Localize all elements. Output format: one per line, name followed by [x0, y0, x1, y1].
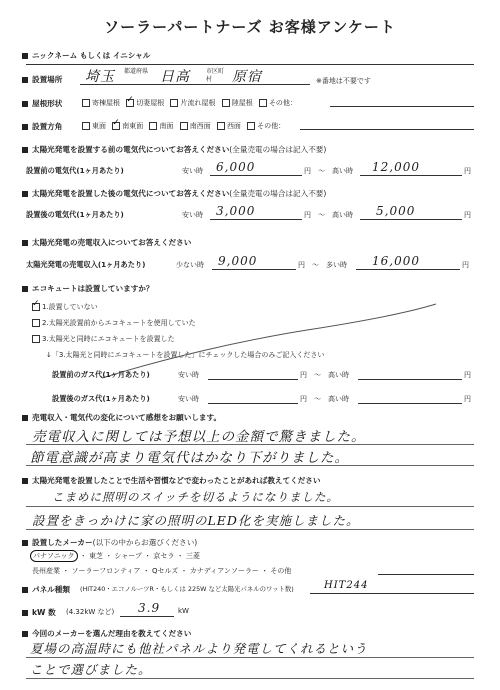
- after-row-label: 設置後の電気代(1ヶ月あたり): [26, 210, 124, 219]
- maker-option[interactable]: カナディアンソーラー: [189, 567, 259, 575]
- maker-option[interactable]: シャープ: [114, 552, 142, 560]
- bullet-icon: [22, 631, 28, 637]
- roof-checkbox[interactable]: [82, 99, 90, 107]
- panel-hint: (HIT240・エコノルーツR・もしくは 225W など太陽光パネルのワット数): [80, 585, 294, 593]
- survey-title: ソーラーパートナーズ お客様アンケート: [104, 18, 396, 36]
- direction-option-label: 東面: [92, 122, 106, 130]
- roof-checkbox-checked[interactable]: [126, 99, 134, 107]
- bullet-icon: [22, 587, 28, 593]
- roof-options: [78, 98, 297, 108]
- kw-hint: (4.32kW など): [66, 608, 115, 616]
- impression-question-text: 売電収入・電気代の変化について感想をお願いします。: [32, 413, 222, 422]
- maker-option-selected[interactable]: パナソニック: [30, 550, 78, 562]
- maker-option[interactable]: ソーラーフロンティア: [71, 567, 141, 575]
- ecocute-option-label: 3.太陽光と同時にエコキュートを設置した: [42, 335, 175, 343]
- income-low-field: [212, 269, 296, 270]
- after-tilde: 〜: [318, 211, 325, 219]
- nickname-label-text: ニックネーム もしくは イニシャル: [32, 51, 151, 60]
- gas-after-low-field[interactable]: [208, 403, 298, 404]
- after-question-text: 太陽光発電を設置した後の電気代についてお答えください: [32, 189, 230, 198]
- ecocute-checkbox[interactable]: [32, 335, 40, 343]
- impression-line-1[interactable]: 売電収入に関しては予想以上の金額で驚きました。: [32, 429, 366, 445]
- maker-option[interactable]: 東芝: [88, 552, 103, 560]
- bullet-icon: [22, 101, 28, 107]
- after-note: (全量売電の場合は記入不要): [229, 189, 327, 198]
- bullet-icon: [22, 286, 28, 292]
- location-underline: [80, 84, 310, 85]
- roof-option-label: 寄棟屋根: [92, 99, 120, 107]
- bullet-icon: [22, 540, 28, 546]
- ecocute-followup: ↓「3.太陽光と同時にエコキュートを設置した」にチェックした場合のみご記入ください: [46, 351, 325, 359]
- prefecture-value[interactable]: 埼玉: [85, 69, 115, 85]
- bullet-icon: [22, 147, 28, 153]
- gas-before-low-label: 安い時: [178, 371, 199, 379]
- roof-option-label: 陸屋根: [231, 99, 253, 107]
- gas-after-low-unit: 円: [300, 395, 307, 403]
- before-note: (全量売電の場合は記入不要): [229, 145, 327, 154]
- reason-question-text: 今回のメーカーを選んだ理由を教えてください: [32, 629, 192, 638]
- kw-field: [120, 616, 174, 617]
- city-value[interactable]: 日高: [160, 69, 190, 85]
- maker-option[interactable]: 三菱: [185, 552, 200, 560]
- gas-before-tilde: 〜: [314, 371, 321, 379]
- ecocute-option-label: 2.太陽光設置前からエコキュートを使用していた: [42, 319, 196, 327]
- maker-option[interactable]: 長州産業: [32, 567, 60, 575]
- panel-field: [310, 593, 474, 594]
- ruled-line: [26, 529, 474, 530]
- gas-before-high-unit: 円: [464, 371, 471, 379]
- gas-after-tilde: 〜: [314, 395, 321, 403]
- life-change-question: [22, 475, 320, 486]
- gas-before-low-field[interactable]: [208, 379, 298, 380]
- income-high-value[interactable]: 16,000: [372, 254, 420, 268]
- strike-through-scribble: [100, 300, 440, 380]
- direction-option-label: 南西面: [189, 122, 211, 130]
- ecocute-question-text: エコキュートは設置していますか？: [32, 284, 154, 293]
- income-low-value[interactable]: 9,000: [218, 254, 258, 268]
- before-high-field: [360, 175, 462, 176]
- gas-before-label: 設置前のガス代(1ヶ月あたり): [52, 370, 150, 379]
- before-high-label: 高い時: [332, 167, 353, 175]
- reason-line-1[interactable]: 夏場の高温時にも他社パネルより発電してくれるという: [30, 641, 368, 656]
- ecocute-checkbox[interactable]: [32, 319, 40, 327]
- direction-option-label: 南面: [159, 122, 174, 130]
- ruled-line: [26, 657, 474, 658]
- roof-checkbox[interactable]: [170, 99, 178, 107]
- maker-option[interactable]: その他: [270, 567, 292, 575]
- direction-option-label: 西面: [226, 122, 241, 130]
- ecocute-checkbox-checked[interactable]: [32, 303, 40, 311]
- panel-label-text: パネル種類: [32, 585, 70, 594]
- before-low-field: [210, 175, 302, 176]
- maker-row-2: 長州産業 ・ ソーラーフロンティア ・ Qセルズ ・ カナディアンソーラー ・ その他: [32, 567, 292, 575]
- income-high-label: 多い時: [326, 261, 347, 269]
- income-high-unit: 円: [462, 261, 469, 269]
- before-high-unit: 円: [464, 167, 471, 175]
- income-high-field: [356, 269, 460, 270]
- before-question: [22, 144, 326, 155]
- direction-checkbox[interactable]: [82, 122, 90, 130]
- kw-label: [22, 607, 56, 618]
- maker-option[interactable]: 京セラ: [153, 552, 175, 560]
- city-hint: 市区町村: [206, 68, 225, 83]
- income-row-label: 太陽光発電の売電収入(1ヶ月あたり): [26, 260, 146, 269]
- direction-checkbox[interactable]: [180, 122, 188, 130]
- after-question: [22, 188, 326, 199]
- maker-option[interactable]: Qセルズ: [152, 567, 179, 575]
- after-high-field: [360, 219, 462, 220]
- roof-label-text: 屋根形状: [32, 99, 63, 108]
- before-question-text: 太陽光発電を設置する前の電気代についてお答えください: [32, 145, 230, 154]
- gas-after-high-unit: 円: [464, 395, 471, 403]
- gas-after-high-label: 高い時: [328, 395, 349, 403]
- kw-unit: kW: [178, 607, 189, 615]
- after-high-unit: 円: [464, 211, 471, 219]
- before-tilde: 〜: [318, 167, 325, 175]
- ruled-line: [26, 506, 474, 507]
- kw-label-text: kW 数: [32, 608, 56, 617]
- after-low-value[interactable]: 3,000: [216, 204, 256, 218]
- direction-label-text: 設置方角: [32, 122, 63, 131]
- bullet-icon: [22, 415, 28, 421]
- ruled-line: [26, 678, 474, 679]
- bullet-icon: [22, 77, 28, 83]
- direction-options: [78, 121, 285, 131]
- nickname-label: [22, 50, 150, 61]
- direction-label: [22, 121, 62, 132]
- reason-question: [22, 628, 191, 639]
- direction-other-field[interactable]: [300, 129, 474, 130]
- roof-option-label: その他：: [268, 99, 297, 107]
- gas-before-low-unit: 円: [300, 371, 307, 379]
- direction-option-label: 南東面: [122, 122, 144, 130]
- after-low-label: 安い時: [182, 211, 203, 219]
- maker-row-1: パナソニック ・ 東芝 ・ シャープ ・ 京セラ ・ 三菱: [30, 550, 200, 562]
- maker-hint: (以下の中からお選びください): [92, 538, 198, 547]
- bullet-icon: [22, 478, 28, 484]
- before-row-label: 設置前の電気代(1ヶ月あたり): [26, 166, 124, 175]
- maker-other-field[interactable]: [378, 574, 474, 575]
- before-low-label: 安い時: [182, 167, 203, 175]
- location-label: [22, 74, 62, 85]
- impression-question: [22, 412, 221, 423]
- ecocute-question: [22, 283, 154, 294]
- gas-before-high-label: 高い時: [328, 371, 349, 379]
- bullet-icon: [22, 240, 28, 246]
- income-low-label: 少ない時: [176, 261, 204, 269]
- ruled-line: [26, 465, 474, 466]
- panel-value[interactable]: HIT244: [324, 580, 369, 591]
- ruled-line: [26, 444, 474, 445]
- after-low-field: [210, 219, 302, 220]
- direction-checkbox-checked[interactable]: [112, 122, 120, 130]
- after-high-value[interactable]: 5,000: [376, 204, 416, 218]
- direction-option-label: その他：: [257, 122, 286, 130]
- direction-checkbox[interactable]: [217, 122, 225, 130]
- before-high-value[interactable]: 12,000: [372, 160, 420, 174]
- gas-after-label: 設置後のガス代(1ヶ月あたり): [52, 394, 150, 403]
- gas-before-high-field[interactable]: [358, 379, 462, 380]
- gas-after-high-field[interactable]: [358, 403, 462, 404]
- location-note: ※番地は不要です: [316, 77, 371, 85]
- life-change-line-1[interactable]: こまめに照明のスイッチを切るようになりました。: [52, 490, 340, 504]
- ecocute-option-label: 1.設置していない: [42, 303, 98, 311]
- income-question: [22, 237, 191, 248]
- ecocute-option-1[interactable]: [28, 302, 98, 312]
- before-low-unit: 円: [304, 167, 311, 175]
- maker-label-text: 設置したメーカー: [32, 538, 93, 547]
- impression-line-2[interactable]: 節電意識が高まり電気代はかなり下がりました。: [30, 450, 349, 466]
- life-change-line-2[interactable]: 設置をきっかけに家の照明のLED化を実施しました。: [32, 513, 360, 528]
- roof-other-field[interactable]: [330, 106, 474, 107]
- income-question-text: 太陽光発電の売電収入についてお答えください: [32, 238, 192, 247]
- bullet-icon: [22, 53, 28, 59]
- location-label-text: 設置場所: [32, 75, 63, 84]
- roof-option-label: 片流れ屋根: [180, 99, 216, 107]
- bullet-icon: [22, 124, 28, 130]
- gas-after-low-label: 安い時: [178, 395, 199, 403]
- after-high-label: 高い時: [332, 211, 353, 219]
- direction-checkbox[interactable]: [247, 122, 255, 130]
- income-tilde: 〜: [312, 261, 319, 269]
- reason-line-2[interactable]: ことで選びました。: [30, 662, 152, 677]
- bullet-icon: [22, 191, 28, 197]
- town-value[interactable]: 原宿: [232, 69, 262, 85]
- roof-option-label: 切妻屋根: [136, 99, 165, 107]
- roof-label: [22, 98, 62, 109]
- direction-checkbox[interactable]: [149, 122, 157, 130]
- kw-value[interactable]: 3.9: [138, 601, 161, 615]
- life-change-question-text: 太陽光発電を設置したことで生活や習慣などで変わったことがあれば教えてください: [32, 476, 321, 485]
- maker-label: [22, 537, 197, 548]
- income-low-unit: 円: [298, 261, 305, 269]
- prefecture-hint: 都道府県: [124, 68, 149, 75]
- roof-checkbox[interactable]: [259, 99, 267, 107]
- after-low-unit: 円: [304, 211, 311, 219]
- panel-label: [22, 584, 70, 595]
- nickname-field[interactable]: [26, 64, 474, 65]
- bullet-icon: [22, 610, 28, 616]
- before-low-value[interactable]: 6,000: [216, 160, 256, 174]
- roof-checkbox[interactable]: [222, 99, 230, 107]
